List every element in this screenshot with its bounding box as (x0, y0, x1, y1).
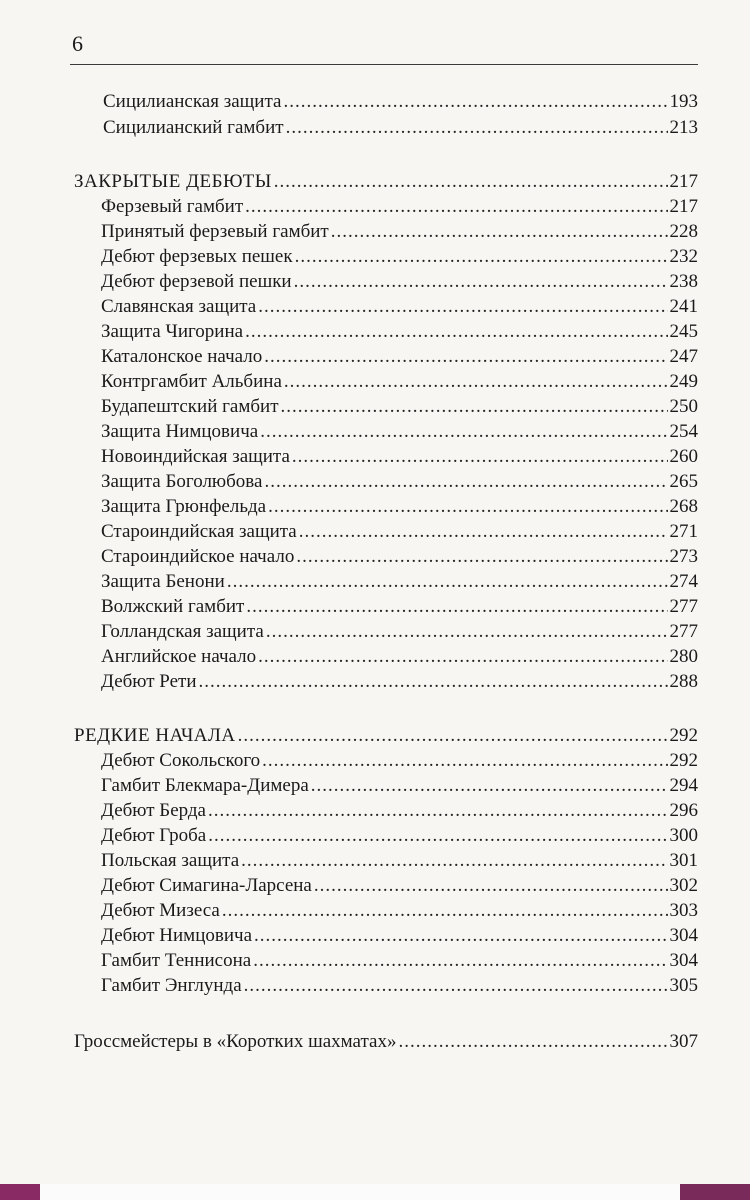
toc-leader-dots (266, 620, 668, 644)
toc-entry-dutch-defence[interactable] (101, 620, 698, 644)
toc-entry-page: 217 (669, 171, 698, 192)
toc-entry-title: Дебют Симагина-Ларсена (101, 875, 312, 896)
toc-entry-benoni-defence[interactable] (101, 570, 698, 594)
toc-leader-dots (258, 645, 667, 669)
toc-leader-dots (314, 874, 668, 898)
toc-entry-page: 247 (669, 346, 698, 367)
toc-entry-page: 277 (669, 596, 698, 617)
toc-entry-title: Голландская защита (101, 621, 264, 642)
toc-entry-title: Защита Бенони (101, 571, 225, 592)
toc-entry-englund-gambit[interactable] (101, 974, 698, 998)
toc-leader-dots (299, 520, 668, 544)
toc-leader-dots (264, 470, 667, 494)
toc-leader-dots (286, 116, 668, 140)
toc-entry-title: Волжский гамбит (101, 596, 245, 617)
toc-section-title: ЗАКРЫТЫЕ ДЕБЮТЫ (74, 171, 272, 192)
toc-entry-page: 271 (669, 521, 698, 542)
toc-entry-page: 193 (669, 91, 698, 112)
toc-entry-grob-opening[interactable] (101, 824, 698, 848)
toc-entry-title: Каталонское начало (101, 346, 263, 367)
toc-entry-title: Гамбит Блекмара-Димера (101, 775, 309, 796)
toc-leader-dots (284, 370, 668, 394)
toc-leader-dots (398, 1030, 667, 1054)
toc-entry-simagin-larsen-opening[interactable] (101, 874, 698, 898)
toc-entry-page: 296 (669, 800, 698, 821)
toc-section-rare-openings[interactable] (74, 724, 698, 748)
toc-entry-kings-indian-defence[interactable] (101, 520, 698, 544)
toc-leader-dots (245, 195, 667, 219)
toc-entry-page: 254 (669, 421, 698, 442)
toc-entry-kings-indian-attack[interactable] (101, 545, 698, 569)
toc-entry-title: Дебют ферзевой пешки (101, 271, 292, 292)
toc-leader-dots (292, 445, 668, 469)
toc-entry-title: Славянская защита (101, 296, 257, 317)
toc-entry-page: 273 (669, 546, 698, 567)
toc-leader-dots (227, 570, 668, 594)
toc-leader-dots (264, 345, 667, 369)
toc-entry-title: Дебют Берда (101, 800, 206, 821)
toc-entry-page: 260 (669, 446, 698, 467)
toc-entry-page: 274 (669, 571, 698, 592)
toc-entry-page: 302 (669, 875, 698, 896)
toc-entry-polish-defence[interactable] (101, 849, 698, 873)
toc-entry-mieses-opening[interactable] (101, 899, 698, 923)
toc-entry-title: Дебют ферзевых пешек (101, 246, 293, 267)
toc-entry-budapest-gambit[interactable] (101, 395, 698, 419)
toc-entry-page: 277 (669, 621, 698, 642)
toc-entry-title: Защита Грюнфельда (101, 496, 267, 517)
toc-entry-page: 307 (669, 1031, 698, 1052)
toc-entry-page: 238 (669, 271, 698, 292)
toc-entry-title: Защита Нимцовича (101, 421, 259, 442)
toc-leader-dots (245, 320, 667, 344)
toc-entry-page: 304 (669, 950, 698, 971)
toc-entry-title: Староиндийская защита (101, 521, 297, 542)
page-bottom-edge (0, 1184, 750, 1200)
toc-entry-sicilian-defence[interactable] (103, 90, 698, 114)
toc-entry-queens-gambit[interactable] (101, 195, 698, 219)
toc-entry-page: 241 (669, 296, 698, 317)
toc-entry-title: Будапештский гамбит (101, 396, 279, 417)
toc-leader-dots (238, 724, 668, 748)
toc-entry-page: 303 (669, 900, 698, 921)
toc-leader-dots (281, 395, 668, 419)
toc-entry-queens-indian-defence[interactable] (101, 445, 698, 469)
toc-leader-dots (260, 420, 667, 444)
toc-entry-title: Дебют Нимцовича (101, 925, 252, 946)
toc-leader-dots (208, 799, 668, 823)
header-rule (70, 64, 698, 65)
toc-entry-page: 217 (669, 196, 698, 217)
toc-entry-title: Дебют Сокольского (101, 750, 261, 771)
toc-entry-title: Защита Чигорина (101, 321, 244, 342)
toc-entry-chigorin-defence[interactable] (101, 320, 698, 344)
toc-leader-dots (283, 90, 667, 114)
toc-leader-dots (241, 849, 667, 873)
toc-entry-title: Защита Боголюбова (101, 471, 263, 492)
toc-entry-slav-defence[interactable] (101, 295, 698, 319)
toc-entry-title: Сицилианский гамбит (103, 117, 284, 138)
toc-section-title: РЕДКИЕ НАЧАЛА (74, 725, 236, 746)
toc-entry-page: 304 (669, 925, 698, 946)
toc-entry-page: 294 (669, 775, 698, 796)
toc-entry-tennison-gambit[interactable] (101, 949, 698, 973)
toc-entry-page: 245 (669, 321, 698, 342)
toc-leader-dots (262, 749, 667, 773)
toc-entry-reti-opening[interactable] (101, 670, 698, 694)
toc-entry-title: Английское начало (101, 646, 257, 667)
toc-entry-page: 280 (669, 646, 698, 667)
toc-entry-title: Принятый ферзевый гамбит (101, 221, 329, 242)
toc-entry-queens-pawn-opening[interactable] (101, 270, 698, 294)
toc-entry-title: Ферзевый гамбит (101, 196, 244, 217)
toc-leader-dots (244, 974, 668, 998)
toc-entry-page: 300 (669, 825, 698, 846)
toc-entry-page: 292 (669, 750, 698, 771)
toc-entry-nimzo-indian-defence[interactable] (101, 420, 698, 444)
toc-entry-page: 288 (669, 671, 698, 692)
page-number: 6 (72, 31, 83, 56)
toc-entry-blackmar-diemer-gambit[interactable] (101, 774, 698, 798)
toc-leader-dots (274, 170, 668, 194)
toc-entry-page: 292 (669, 725, 698, 746)
toc-section-closed-openings[interactable] (74, 170, 698, 194)
toc-entry-title: Гамбит Энглунда (101, 975, 242, 996)
toc-entry-page: 305 (669, 975, 698, 996)
toc-entry-page: 232 (669, 246, 698, 267)
toc-leader-dots (253, 949, 667, 973)
toc-entry-catalan-opening[interactable] (101, 345, 698, 369)
toc-entry-bogoljubov-defence[interactable] (101, 470, 698, 494)
toc-leader-dots (331, 220, 668, 244)
toc-entry-page: 265 (669, 471, 698, 492)
toc-entry-english-opening[interactable] (101, 645, 698, 669)
toc-entry-grandmasters[interactable] (74, 1030, 698, 1054)
toc-leader-dots (254, 924, 668, 948)
toc-entry-title: Гроссмейстеры в «Коротких шахматах» (74, 1031, 397, 1052)
toc-entry-page: 228 (669, 221, 698, 242)
toc-entry-title: Новоиндийская защита (101, 446, 290, 467)
toc-entry-page: 249 (669, 371, 698, 392)
toc-leader-dots (199, 670, 668, 694)
toc-entry-sicilian-gambit[interactable] (103, 116, 698, 140)
toc-entry-sokolsky-opening[interactable] (101, 749, 698, 773)
toc-leader-dots (311, 774, 668, 798)
toc-leader-dots (258, 295, 667, 319)
cover-edge-right (680, 1184, 750, 1200)
toc-entry-title: Контргамбит Альбина (101, 371, 282, 392)
toc-leader-dots (208, 824, 667, 848)
toc-entry-queens-pawns-opening[interactable] (101, 245, 698, 269)
toc-entry-page: 250 (669, 396, 698, 417)
toc-entry-page: 268 (669, 496, 698, 517)
toc-entry-nimzowitsch-opening[interactable] (101, 924, 698, 948)
toc-entry-volga-gambit[interactable] (101, 595, 698, 619)
toc-leader-dots (296, 545, 667, 569)
toc-leader-dots (294, 270, 668, 294)
toc-leader-dots (246, 595, 667, 619)
toc-entry-title: Гамбит Теннисона (101, 950, 252, 971)
toc-entry-title: Староиндийское начало (101, 546, 295, 567)
toc-entry-albin-countergambit[interactable] (101, 370, 698, 394)
toc-entry-title: Польская защита (101, 850, 240, 871)
toc-entry-title: Дебют Мизеса (101, 900, 220, 921)
toc-entry-queens-gambit-accepted[interactable] (101, 220, 698, 244)
toc-entry-title: Сицилианская защита (103, 91, 282, 112)
toc-entry-grunfeld-defence[interactable] (101, 495, 698, 519)
toc-entry-page: 301 (669, 850, 698, 871)
toc-leader-dots (295, 245, 668, 269)
cover-edge-left (0, 1184, 40, 1200)
toc-entry-title: Дебют Рети (101, 671, 197, 692)
toc-entry-page: 213 (669, 117, 698, 138)
toc-leader-dots (268, 495, 667, 519)
toc-leader-dots (222, 899, 668, 923)
toc-entry-title: Дебют Гроба (101, 825, 207, 846)
toc-entry-bird-opening[interactable] (101, 799, 698, 823)
